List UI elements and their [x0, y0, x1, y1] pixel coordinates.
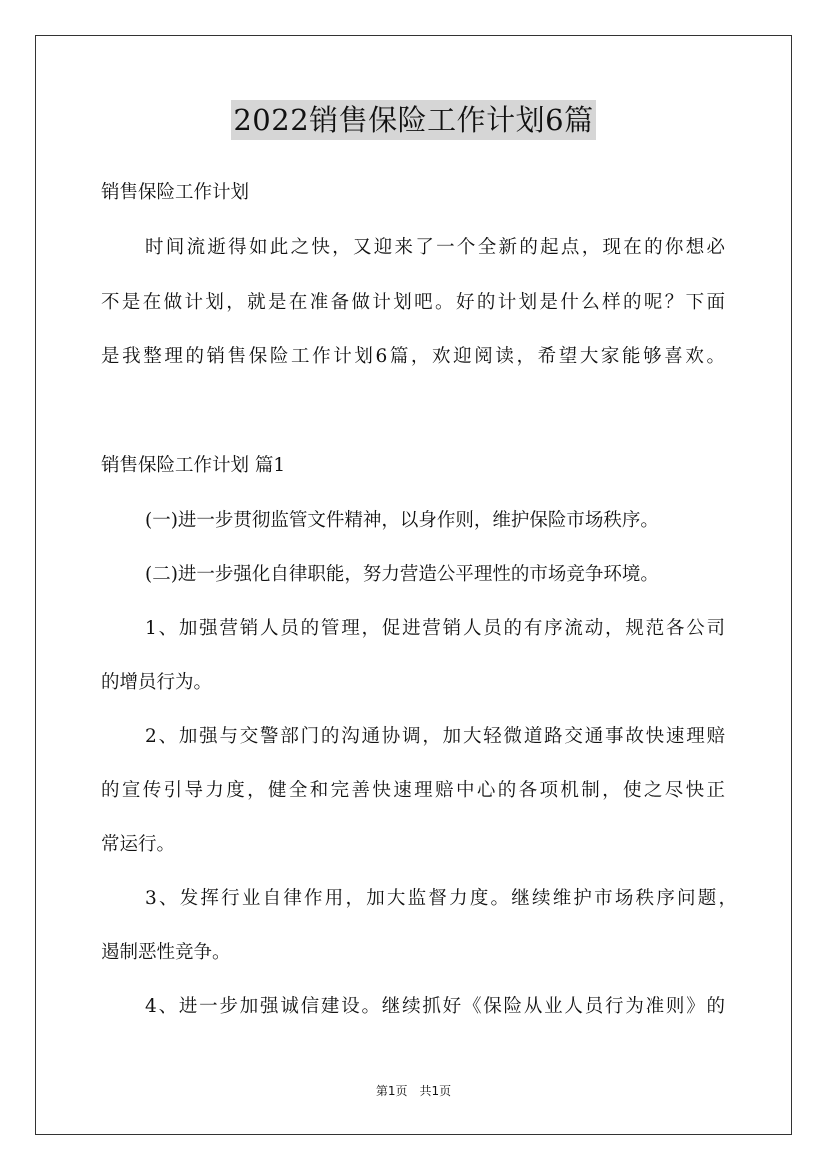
subtitle: 销售保险工作计划	[101, 182, 250, 203]
body-line-1: (一)进一步贯彻监管文件精神，以身作则，维护保险市场秩序。	[145, 510, 659, 531]
intro-line-1: 时间流逝得如此之快，又迎来了一个全新的起点，现在的你想必	[145, 237, 725, 258]
body-line-8: 3、发挥行业自律作用，加大监督力度。继续维护市场秩序问题，	[145, 888, 737, 909]
body-line-9: 遏制恶性竞争。	[101, 942, 231, 963]
body-line-6: 的宣传引导力度，健全和完善快速理赔中心的各项机制，使之尽快正	[101, 780, 725, 801]
page-footer: 第1页 共1页	[375, 1084, 452, 1098]
body-line-10: 4、进一步加强诚信建设。继续抓好《保险从业人员行为准则》的	[145, 996, 725, 1017]
body-line-5: 2、加强与交警部门的沟通协调，加大轻微道路交通事故快速理赔	[145, 726, 725, 747]
body-line-7: 常运行。	[101, 834, 176, 855]
title-container	[0, 100, 827, 140]
body-line-4: 的增员行为。	[101, 672, 213, 693]
document-title: 2022销售保险工作计划6篇	[231, 100, 595, 140]
intro-line-3: 是我整理的销售保险工作计划6篇，欢迎阅读，希望大家能够喜欢。	[101, 346, 725, 367]
body-line-3: 1、加强营销人员的管理，促进营销人员的有序流动，规范各公司	[145, 618, 725, 639]
body-line-2: (二)进一步强化自律职能，努力营造公平理性的市场竞争环境。	[145, 564, 659, 585]
section-heading: 销售保险工作计划 篇1	[101, 455, 286, 476]
intro-line-2: 不是在做计划，就是在准备做计划吧。好的计划是什么样的呢？下面	[101, 292, 725, 313]
